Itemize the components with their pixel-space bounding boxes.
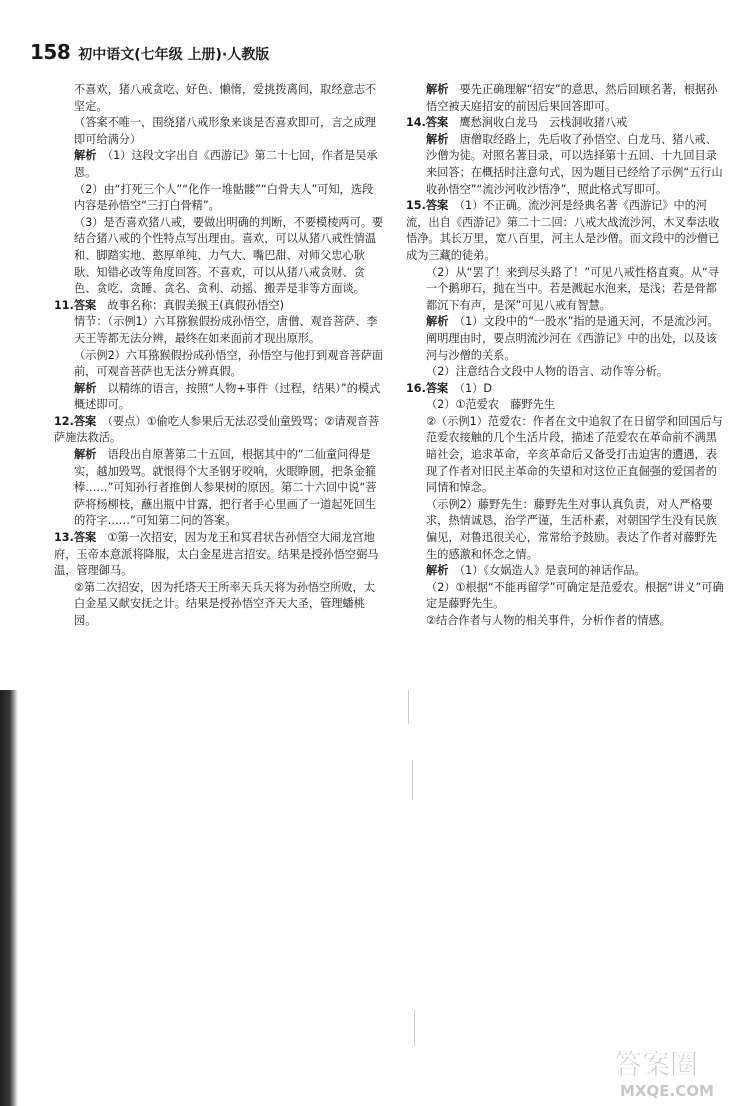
analysis-label: 解析 — [74, 381, 97, 395]
paragraph-text: （1）文段中的“一股水”指的是通天河，不是流沙河。阐明理由时，要点明流沙河在《西游记》中的出处，以及该河与沙僧的关系。 — [426, 315, 719, 362]
paragraph-text: （3）是否喜欢猪八戒，要做出明确的判断，不要模棱两可。要结合猪八戒的个性特点写出理由。喜欢，可以从猪八戒性情温和、脚踏实地、憨厚单纯、力气大、嘴巴甜、对师父忠心耿耿、知错必改等角度回答。不喜欢，可以从猪八戒贪财、贪色、贪吃、贪睡、贪名、贪利、动摇、搬弄是非等方面谈。 — [74, 215, 384, 296]
paragraph-text: ②（示例1）范爱农：作者在文中追叙了在日留学和回国后与范爱农接触的几个生活片段，描述了范爱农在革命前不满黑暗社会，追求革命，辛亥革命后又备受打击迫害的遭遇，表现了作者对旧民主革命的失望和对这位正直倔强的爱国者的同情和悼念。 — [426, 414, 723, 495]
answer-paragraph — [406, 198, 726, 264]
question-number: 13. — [54, 531, 74, 545]
answer-paragraph — [54, 148, 384, 181]
answer-paragraph — [54, 414, 384, 447]
answer-paragraph — [54, 530, 384, 580]
answer-paragraph — [406, 364, 726, 381]
answer-paragraph — [54, 348, 384, 381]
page-number: 158 — [30, 40, 71, 64]
answer-paragraph — [54, 381, 384, 414]
answer-paragraph — [406, 381, 726, 398]
answer-label: 答案 — [425, 381, 449, 395]
analysis-label: 解析 — [74, 149, 97, 163]
answer-paragraph — [406, 397, 726, 414]
question-number: 11. — [54, 298, 74, 312]
answer-paragraph — [54, 82, 384, 115]
answer-label: 答案 — [425, 199, 449, 213]
answer-paragraph — [54, 314, 384, 347]
paragraph-text: （示例2）六耳猕猴假扮成孙悟空，孙悟空与他打到观音菩萨面前，可观音菩萨也无法分辨真假。 — [74, 348, 384, 379]
paragraph-text: （1）《女娲造人》是袁珂的神话作品。 — [459, 564, 646, 578]
right-answer-column — [406, 82, 726, 630]
paragraph-text: （示例2）藤野先生：藤野先生对事认真负责，对人严格要求，热情诚恳，治学严谨，生活朴素，对朝国学生没有民族偏见，对鲁迅很关心，常常给予鼓励。表达了作者对藤野先生的感激和怀念之情。 — [426, 497, 717, 561]
paragraph-text: （2）①根据“不能再留学”可确定是范爱农。根据“讲义”可确定是藤野先生。 — [426, 580, 724, 611]
paragraph-text: 要先正确理解“招安”的意思，然后回顾名著，根据孙悟空被天庭招安的前因后果回答即可。 — [426, 83, 718, 113]
watermark-title: 答案圈 — [614, 1048, 699, 1081]
analysis-label: 解析 — [426, 83, 449, 96]
answer-paragraph — [406, 613, 726, 630]
answer-label: 答案 — [73, 531, 97, 545]
paragraph-text: 不喜欢，猪八戒贪吃、好色、懒惰，爱挑拨离间，取经意志不坚定。 — [74, 83, 377, 113]
question-number: 16. — [406, 381, 426, 395]
answer-paragraph — [406, 580, 726, 613]
analysis-label: 解析 — [426, 315, 449, 329]
answer-paragraph — [406, 497, 726, 563]
paragraph-text: 以精练的语言，按照“人物+事件（过程，结果）”的模式概述即可。 — [74, 381, 381, 412]
paragraph-text: 情节：（示例1）六耳猕猴假扮成孙悟空，唐僧、观音菩萨、李天王等都无法分辨，最终在如来面前才现出原形。 — [74, 315, 378, 345]
scan-artifact-line — [414, 1010, 415, 1046]
paragraph-text: （答案不唯一，围绕猪八戒形象来谈是否喜欢即可，言之成理即可给满分） — [74, 116, 377, 146]
page-header — [30, 40, 730, 72]
answer-label: 答案 — [73, 414, 97, 428]
paragraph-text: ②结合作者与人物的相关事件，分析作者的情感。 — [426, 614, 671, 627]
paragraph-text: （1）这段文字出自《西游记》第二十七回，作者是吴承恩。 — [74, 149, 378, 179]
paragraph-text: （2）注意结合文段中人物的语言、动作等分析。 — [426, 365, 669, 379]
paragraph-text: （2）由“打死三个人”“化作一堆骷髅”“白骨夫人”可知，选段内容是孙悟空“三打白骨精”。 — [74, 182, 374, 213]
paragraph-text: 故事名称：真假美猴王(真假孙悟空) — [107, 298, 284, 312]
paragraph-text: （1）D — [459, 381, 492, 395]
watermark-logo — [610, 1042, 740, 1102]
answer-label: 答案 — [73, 298, 97, 312]
scan-artifact-line — [408, 690, 409, 724]
answer-paragraph — [54, 215, 384, 298]
paragraph-text: 唐僧取经路上，先后收了孙悟空、白龙马、猪八戒、沙僧为徒。对照名著目录，可以选择第十五回、十九回目录来回答；在概括时注意句式，因为题目已经给了示例“五行山收孙悟空”“流沙河收沙悟净”，照此格式写即可。 — [426, 132, 723, 196]
answer-paragraph — [406, 265, 726, 315]
answer-paragraph — [406, 115, 726, 132]
question-number: 15. — [406, 199, 426, 213]
scan-edge-shadow — [0, 690, 18, 1106]
paragraph-text: ②第二次招安，因为托塔天王所率天兵天将为孙悟空所败，太白金星又献安抚之计。结果是授孙悟空齐天大圣，管理蟠桃园。 — [74, 580, 375, 627]
paragraph-text: 语段出自原著第二十五回，根据其中的“二仙童问得是实，越加毁骂。就恨得个大圣钢牙咬响，火眼睁圆，把条金箍棒……”可知孙行者推倒人参果树的原因。第二十六回中说“菩萨将杨柳枝，蘸出瓶中甘露，把行者手心里画了一道起死回生的符字……”可知第二问的答案。 — [74, 448, 377, 528]
paragraph-text: ①第一次招安，因为龙王和冥君状告孙悟空大闹龙宫地府，玉帝本意派将降服，太白金星进言招安。结果是授孙悟空弼马温，管理御马。 — [54, 531, 379, 578]
question-number: 12. — [54, 414, 74, 428]
answer-label: 答案 — [425, 116, 449, 130]
paragraph-text: （2）从“罢了！来到尽头路了！”可见八戒性格直爽。从“寻一个鹅卵石，抛在当中。若是溅起水泡来，是浅；若是骨都都沉下有声，是深”可见八戒有智慧。 — [426, 265, 720, 312]
answer-paragraph — [54, 447, 384, 530]
left-answer-column — [54, 82, 384, 630]
answer-paragraph — [54, 580, 384, 630]
question-number: 14. — [406, 116, 426, 130]
paragraph-text: （要点）①偷吃人参果后无法忍受仙童毁骂；②请观音菩萨施法救活。 — [54, 414, 380, 445]
paragraph-text: 鹰愁涧收白龙马 云栈洞收猪八戒 — [459, 116, 628, 130]
answer-paragraph — [54, 182, 384, 215]
answer-paragraph — [406, 132, 726, 198]
answer-paragraph — [406, 414, 726, 497]
answer-paragraph — [406, 82, 726, 115]
scan-artifact-line — [412, 760, 413, 800]
answer-paragraph — [406, 314, 726, 364]
watermark-url: MXQE.COM — [620, 1082, 714, 1100]
paragraph-text: （1）不正确。流沙河是经典名著《西游记》中的河流，出自《西游记》第二十二回：八戒大战流沙河，木叉奉法收悟净。其长万里，宽八百里，河主人是沙僧。而文段中的沙僧已成为三藏的徒弟。 — [406, 199, 720, 262]
paragraph-text: （2）①范爱农 藤野先生 — [426, 398, 556, 412]
analysis-label: 解析 — [74, 448, 97, 462]
book-title: 初中语文(七年级 上册)·人教版 — [78, 47, 270, 63]
analysis-label: 解析 — [426, 564, 449, 578]
answer-paragraph — [406, 563, 726, 580]
answer-paragraph — [54, 115, 384, 148]
answer-paragraph — [54, 298, 384, 315]
analysis-label: 解析 — [426, 132, 449, 146]
